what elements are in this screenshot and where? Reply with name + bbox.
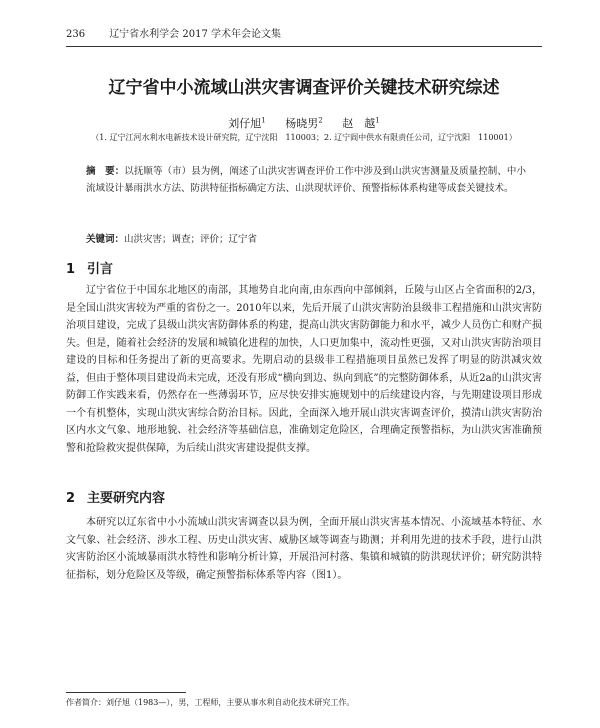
paper-title: 辽宁省中小流域山洪灾害调查评价关键技术研究综述 <box>108 78 500 98</box>
abstract <box>86 164 526 197</box>
page-number: 236 <box>66 29 86 40</box>
keywords <box>86 232 526 248</box>
section-heading-1: 1 引言 <box>66 262 114 277</box>
author-footnote: 作者简介：刘仔旭（1983—），男，工程师，主要从事水利自动化技术研究工作。 <box>66 698 355 707</box>
author: 杨晓男$^2$ <box>285 116 323 130</box>
author: 赵 越$^1$ <box>342 116 380 130</box>
keywords-text: 山洪灾害；调查；评价；辽宁省 <box>124 234 258 245</box>
section-1-paragraph: 辽宁省位于中国东北地区的南部，其地势自北向南,由东西向中部倾斜，丘陵与山区占全省面积的2/3，是全国山洪灾害较为严重的省份之一。2010年以来，先后开展了山洪灾害防治县级非工程措施和山洪灾害防治项目建设，完成了县级山洪灾害防御体系的构建，提高山洪灾害防御能力和水平，减少人员伤亡和财产损失。但是，随着社会经济的发展和城镇化进程的加快，人口更加集中，流动性更强，又对山洪灾害防治项目建设的目标和任务提出了新的更高要求。先期启动的县级非工程措施项目虽然已发挥了明显的防洪减灾效益，但由于整体项目建设尚未完成，还没有形成“横向到边、纵向到底”的完整防御体系，从近2a的山洪灾害防御工作实践来看，仍然存在一些薄弱环节，应尽快安排实施规划中的后续建设内容，与先期建设项目形成一个有机整体，实现山洪灾害综合防治目标。因此，全面深入地开展山洪灾害调查评价，摸清山洪灾害防治区内水文气象、地形地貌、社会经济等基础信息，准确划定危险区，合理确定预警指标，为山洪灾害准确预警和抢险救灾提供保障，为后续山洪灾害建设提供支撑。 <box>66 285 542 454</box>
section-heading-2: 2 主要研究内容 <box>66 491 166 506</box>
section-2-paragraph: 本研究以辽东省中小小流域山洪灾害调查以县为例，全面开展山洪灾害基本情况、小流域基本特征、水文气象、社会经济、涉水工程、历史山洪灾害、威胁区域等调查与勘测；并利用先进的技术手段，进行山洪灾害防治区小流域暴雨洪水特性和影响分析计算，开展沿河村落、集镇和城镇的防洪现状评价；研究防洪特征指标，划分危险区及等级，确定预警指标体系等内容（图1）。 <box>66 517 542 581</box>
footnote-rule <box>66 692 186 693</box>
author: 刘仔旭$^1$ <box>228 116 266 130</box>
running-header <box>66 28 542 47</box>
author-list <box>66 112 542 132</box>
affiliation: （1. 辽宁江河水利水电新技术设计研究院，辽宁沈阳 110003；2. 辽宁阎中供水有限责任公司，辽宁沈阳 110001） <box>91 133 517 142</box>
abstract-text: 以抚顺等（市）县为例，阐述了山洪灾害调查评价工作中涉及到山洪灾害测量及质量控制、中小流域设计暴雨洪水方法、防洪特征指标确定方法、山洪现状评价、预警指标体系构建等成套关键技术。 <box>86 166 526 194</box>
keywords-label: 关键词： <box>86 234 125 245</box>
journal-title: 辽宁省水利学会 2017 学术年会论文集 <box>109 29 281 40</box>
abstract-label: 摘 要： <box>86 166 125 177</box>
